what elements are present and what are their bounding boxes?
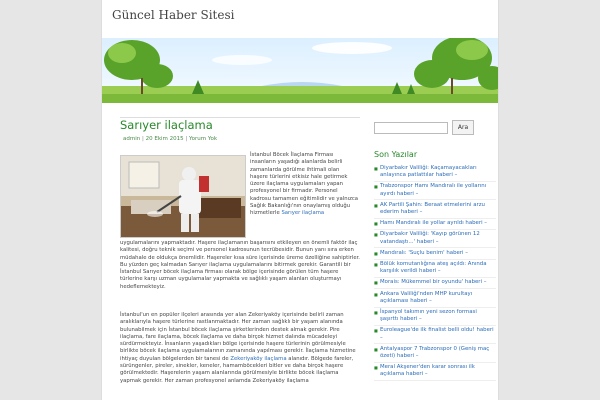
post-author-link[interactable]: admin xyxy=(123,136,141,142)
post-comments-link[interactable]: Yorum Yok xyxy=(189,136,218,142)
site-title[interactable]: Güncel Haber Sitesi xyxy=(112,8,235,22)
recent-post-item[interactable]: ■ Morais: Mükemmel bir oyundu' haberi – xyxy=(374,279,496,289)
banner-landscape-image xyxy=(102,38,499,103)
search-input[interactable] xyxy=(374,122,448,134)
search-button[interactable]: Ara xyxy=(452,120,474,135)
recent-post-item[interactable]: ■ AK Partili Şahin: Beraat etmelerini arzu ederim haberi – xyxy=(374,202,496,219)
post-title-link[interactable]: Sarıyer ilaçlama xyxy=(120,118,213,132)
paragraph-text: İstanbul Böcek İlaçlama Firması insanların yaşadığı alanlarda belirli zamanlarda görülme ihtimali olan haşere türlerini etkisiz hale getirmek üzere ilaçlama uygulamaları yapan profesyonel bir firmadır. Personel kadrosu tamamen eğitimlidir ve yalnızca Sağlık Bakanlığı'nın onaylamış olduğu hizmetlerle xyxy=(250,152,359,217)
meta-separator: | xyxy=(183,136,189,142)
page-wrapper xyxy=(101,0,499,400)
recent-post-item[interactable]: ■ Meral Akşener'den karar sonrası ilk açıklama haberi – xyxy=(374,364,496,381)
zekeriyakoy-ilaclama-link[interactable]: Zekeriyaköy ilaçlama xyxy=(230,355,287,362)
recent-post-item[interactable]: ■ Ankara Valiliği'nden MHP kurultayı açıklaması haberi – xyxy=(374,291,496,308)
post-header xyxy=(120,118,360,142)
recent-posts-title: Son Yazılar xyxy=(374,150,418,159)
post-image xyxy=(120,155,246,238)
recent-post-item[interactable]: ■ Bölük komutanlığına ateş açıldı: Anında karşılık verildi haberi – xyxy=(374,261,496,278)
post-paragraph-1 xyxy=(250,152,358,218)
post-paragraph-2 xyxy=(120,312,360,385)
recent-post-item[interactable]: ■ Euroleague'de ilk finalist belli oldu! haberi – xyxy=(374,327,496,344)
sariyer-ilaclama-link[interactable]: Sarıyer ilaçlama xyxy=(281,210,325,217)
post-paragraph-1-continued: uygulamalarını yapmaktadır. Haşere ilaçlamanın başarısını etkileyen en önemli faktör ilaç kalitesi, doğru teknik seçimi ve personel kadrosunun tecrübesidir. Bunun yanı sıra erken müdahale de oldukça önemlidir. Haşereler kısa süre içerisinde üreme özelliğine sahiptirler. Bu yüzden geç kalmadan Sarıyer ilaçlama uygulamalarını bitirmek gerekir. Garantili bir İstanbul Sarıyer böcek ilaçlama firması olarak bölge içerisinde görülen tüm haşere türlerine karşı uzman uygulamalar yapmakta ve sağlıklı yaşam alanları oluşturmayı hedeflemekteyiz. xyxy=(120,240,360,290)
recent-post-item[interactable]: ■ Mandıralı: 'Suçlu benim' haberi – xyxy=(374,250,496,260)
recent-post-item[interactable]: ■ Antalyaspor 7 Trabzonspor 0 (Geniş maç özeti) haberi – xyxy=(374,346,496,363)
recent-post-item[interactable]: ■ Hamı Mandıralı ile yollar ayrıldı haberi – xyxy=(374,220,496,230)
paragraph-text: İstanbul'un en popüler ilçeleri arasında yer alan Zekeriyaköy içerisinde belirli zaman aralıklarıyla haşere türlerine rastlanmaktadır. Her zaman sağlıklı bir yaşam alanında bulunabilmek için İstanbul böcek ilaçlama şirketlerinden destek almak gerekir. Pire ilaçlama, fare ilaçlama, böcek ilaçlama ve daha birçok hizmet dalında mücadeleyi sürdürmekteyiz. İnsanların yaşadıkları bölge içerisinde haşere türlerinin görülmesiyle birlikte böcek ilaçlama uygulamalarının zamanında yapılması gerekir. İlaçlama hizmetine ihtiyaç duyulan bölgelerden bir tanesi de xyxy=(120,312,356,362)
paragraph-text: alanıdır. Bölgede fareler, sürüngenler, pireler, sinekler, keneler, hamamböcekleri bitler ve daha birçok haşere görülmektedir. Haşerelerin yaşam alanlarında görülmesiyle birlikte böcek ilaçlama yapmak gerekir. Her zaman profesyonel anlamda Zekeriyaköy ilaçlama xyxy=(120,355,354,384)
post-date-link[interactable]: 20 Ekim 2015 xyxy=(145,136,184,142)
recent-posts-list xyxy=(374,165,496,383)
recent-post-item[interactable]: ■ Diyarbakır Valiliği: Kaçamayacakları anlayınca patlattılar haberi – xyxy=(374,165,496,182)
pest-control-photo xyxy=(121,156,246,238)
post-meta xyxy=(123,136,360,142)
meta-separator: | xyxy=(140,136,146,142)
header-banner xyxy=(102,38,499,103)
recent-post-item[interactable]: ■ İspanyol takımın yeni sezon formasi şaşırttı haberi – xyxy=(374,309,496,326)
recent-post-item[interactable]: ■ Trabzonspor Hamı Mandıralı ile yollarını ayırdı haberi – xyxy=(374,183,496,200)
recent-post-item[interactable]: ■ Diyarbakır Valiliği: 'Kayıp görünen 12 vatandaştı...' haberi – xyxy=(374,231,496,248)
